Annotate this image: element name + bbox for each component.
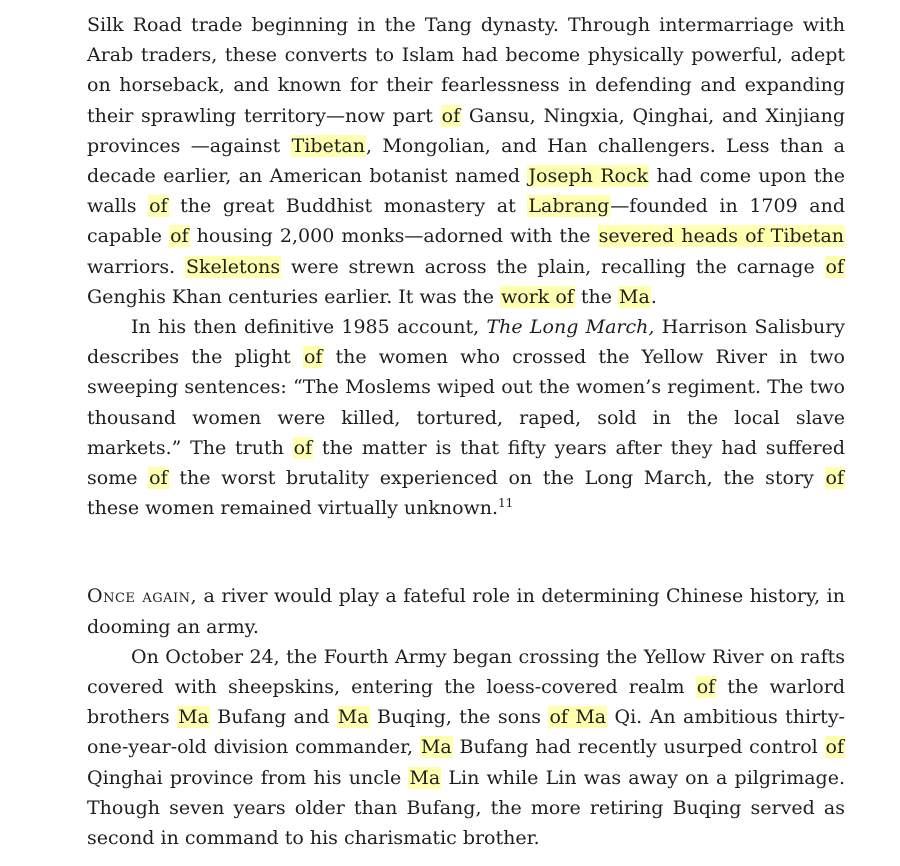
highlighted-text[interactable]: Ma bbox=[619, 285, 650, 308]
section-break bbox=[87, 523, 845, 581]
highlighted-text[interactable]: Labrang bbox=[528, 195, 610, 218]
text-run: Qi. An ambitious thirty-one-year-old division commander, bbox=[87, 706, 845, 759]
highlighted-text[interactable]: severed heads of Tibetan bbox=[598, 225, 845, 248]
document-body bbox=[87, 10, 845, 853]
highlighted-text[interactable]: Ma bbox=[337, 706, 369, 729]
paragraph-2 bbox=[87, 312, 845, 523]
text-run: a river would play a fateful role in determining Chinese history, in dooming an army. bbox=[87, 585, 845, 638]
highlighted-text[interactable]: work of bbox=[501, 285, 574, 308]
text-run: these women remained virtually unknown. bbox=[87, 497, 499, 520]
text-run: Gansu, Ningxia, Qinghai, and Xinjiang provinces —against bbox=[87, 104, 845, 157]
highlighted-text[interactable]: Skeletons bbox=[185, 255, 281, 278]
highlighted-text[interactable]: of bbox=[170, 225, 189, 248]
highlighted-text[interactable]: Tibetan bbox=[291, 134, 365, 157]
text-run: In his then definitive 1985 account, bbox=[131, 316, 487, 339]
text-run: the warlord brothers bbox=[87, 676, 845, 729]
highlighted-text[interactable]: Ma bbox=[420, 736, 452, 759]
section-lead-in: Once again, bbox=[87, 585, 198, 608]
text-run: . bbox=[650, 285, 657, 308]
highlighted-text[interactable]: of bbox=[825, 736, 844, 759]
text-run: Silk Road trade beginning in the Tang dynasty. Through intermarriage with Arab traders, these converts to Islam had become physically powerful, adept on horseback, and known for their fearlessness in defending and expanding their sprawling territory—now part bbox=[87, 14, 845, 127]
text-run: the great Buddhist monastery at bbox=[168, 195, 528, 218]
paragraph-4 bbox=[87, 642, 845, 853]
text-run: Genghis Khan centuries earlier. It was the bbox=[87, 285, 500, 308]
highlighted-text[interactable]: of bbox=[825, 467, 845, 490]
text-run: Qinghai province from his uncle bbox=[87, 766, 409, 789]
highlighted-text[interactable]: of bbox=[441, 104, 461, 127]
text-run: had come upon the walls bbox=[87, 165, 845, 218]
text-run: the matter is that fifty years after they had suffered some bbox=[87, 436, 846, 490]
footnote-ref[interactable]: 11 bbox=[498, 496, 514, 511]
highlighted-text[interactable]: of Ma bbox=[549, 706, 607, 729]
highlighted-text[interactable]: Joseph Rock bbox=[528, 165, 649, 188]
highlighted-text[interactable]: of bbox=[696, 676, 716, 699]
highlighted-text[interactable]: of bbox=[293, 436, 313, 459]
text-run: Harrison Salisbury describes the plight bbox=[87, 316, 846, 369]
highlighted-text[interactable]: of bbox=[303, 346, 323, 369]
text-run: the women who crossed the Yellow River in two sweeping sentences: “The Moslems wiped out the women’s regiment. The two thousand women were killed, tortured, raped, sold in the local slave markets.” The truth bbox=[87, 346, 845, 459]
text-run: Lin while Lin was away on a pilgrimage. Though seven years older than Bufang, the more retiring Buqing served as second in command to his charismatic brother. bbox=[87, 766, 845, 850]
text-run: , Mongolian, and Han challengers. Less than a decade earlier, an American botanist named bbox=[87, 134, 845, 188]
text-run: Buqing, the sons bbox=[369, 706, 549, 729]
text-run: the worst brutality experienced on the Long March, the story bbox=[168, 467, 825, 490]
highlighted-text[interactable]: of bbox=[825, 255, 844, 278]
text-run: Bufang and bbox=[209, 706, 337, 729]
text-run: —founded in 1709 and capable bbox=[87, 195, 845, 248]
text-run: warriors. bbox=[87, 255, 185, 278]
text-run: Bufang had recently usurped control bbox=[452, 736, 825, 759]
book-title: The Long March, bbox=[486, 316, 655, 339]
text-run: housing 2,000 monks—adorned with the bbox=[189, 225, 598, 248]
paragraph-3 bbox=[87, 581, 845, 641]
highlighted-text[interactable]: Ma bbox=[409, 766, 441, 789]
highlighted-text[interactable]: of bbox=[149, 195, 168, 218]
text-run: the bbox=[574, 285, 619, 308]
text-run: On October 24, the Fourth Army began crossing the Yellow River on rafts covered with sheepskins, entering the loess-covered realm bbox=[87, 645, 845, 699]
highlighted-text[interactable]: of bbox=[149, 467, 168, 490]
text-run: were strewn across the plain, recalling the carnage bbox=[281, 255, 825, 278]
document-page bbox=[87, 10, 845, 853]
highlighted-text[interactable]: Ma bbox=[178, 706, 209, 729]
paragraph-1 bbox=[87, 10, 845, 312]
